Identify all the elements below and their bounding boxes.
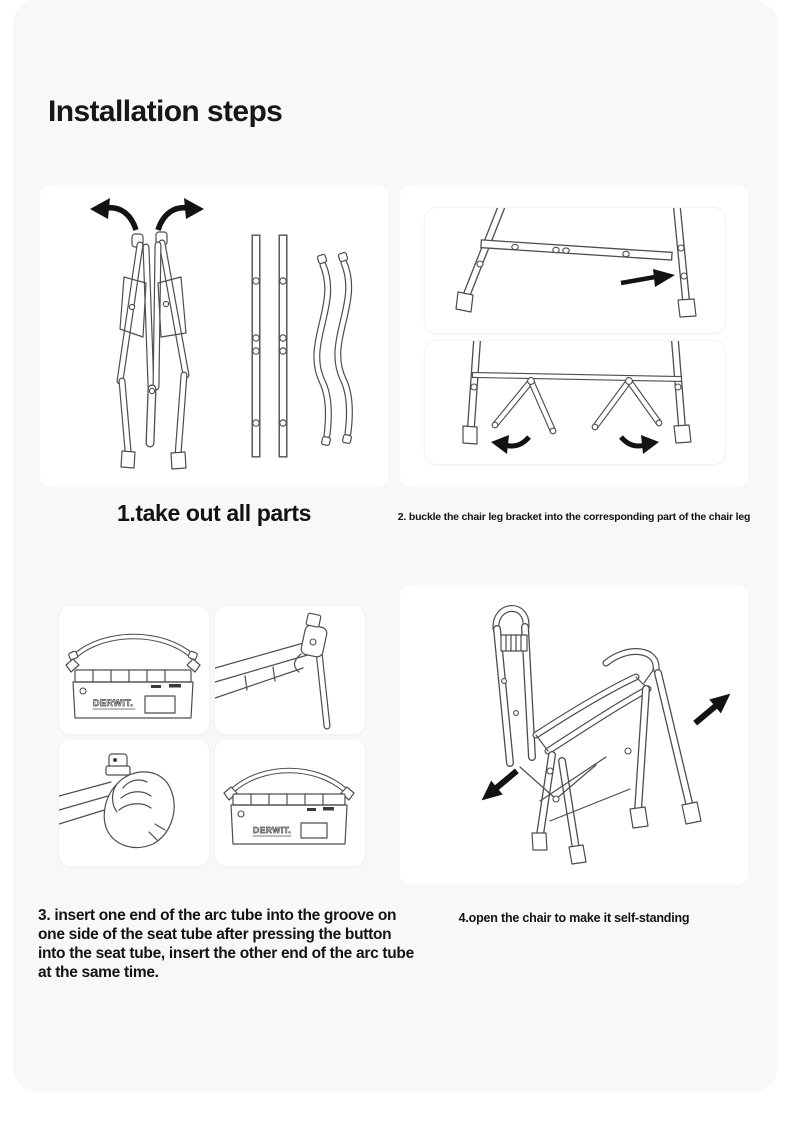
tube-end-in-groove-illustration — [215, 606, 363, 732]
curved-arrow-right-icon — [158, 198, 204, 230]
hand-pressing-button-illustration — [59, 740, 207, 864]
step2-caption-wrap — [330, 511, 790, 523]
step3-detail-arc-above-card — [58, 605, 210, 735]
v-bracket-left — [492, 378, 556, 434]
step1-panel — [40, 185, 388, 487]
step2-caption: 2. buckle the chair leg bracket into the corresponding part of the chair leg — [397, 511, 751, 523]
leg-bracket-fold-illustration — [425, 341, 723, 462]
step3-detail-press-button-card — [58, 739, 210, 867]
step4-caption: 4.open the chair to make it self-standing — [458, 911, 690, 925]
step1-caption: 1.take out all parts — [117, 500, 311, 526]
step4-panel — [400, 585, 748, 885]
curved-arrow-fold-left-icon — [491, 435, 529, 454]
arc-tube-illustration — [317, 254, 331, 446]
brand-mark: DERWIT. — [253, 825, 292, 835]
step2-detail-fold-card — [424, 340, 726, 465]
step3-detail-arc-installed-card — [214, 739, 366, 867]
curved-arrow-fold-right-icon — [621, 435, 659, 454]
step3-caption: 3. insert one end of the arc tube into the groove on one side of the seat tube after pressing the button into the seat tube, insert the other end of the arc tube at the same time. — [38, 907, 414, 981]
folded-chair-and-parts-illustration — [40, 185, 388, 487]
hand-outline — [104, 772, 174, 848]
step3-panel — [40, 585, 388, 885]
arc-tube-illustration — [338, 252, 352, 444]
half-open-chair-illustration — [400, 585, 748, 885]
curved-arrow-left-icon — [90, 198, 136, 230]
button-knob — [109, 754, 127, 767]
straight-tube-illustration — [253, 239, 259, 453]
leg-bracket-slide-illustration — [425, 208, 723, 331]
straight-tube-illustration — [280, 239, 286, 453]
arc-tube-above-seat-illustration — [59, 606, 207, 732]
arrow-up-right-icon — [689, 687, 736, 730]
page-title: Installation steps — [48, 95, 283, 128]
arrow-right-icon — [621, 269, 675, 287]
step2-panel — [400, 185, 748, 487]
step4-caption-wrap — [400, 911, 748, 925]
v-bracket-right — [592, 378, 662, 430]
arrow-down-left-icon — [476, 764, 523, 807]
folded-chair-illustration — [120, 232, 186, 469]
step3-detail-groove-card — [214, 605, 366, 735]
arc-tube-installed-illustration — [215, 740, 363, 864]
step2-detail-slide-card — [424, 207, 726, 334]
brand-mark: DERWIT. — [93, 698, 134, 708]
